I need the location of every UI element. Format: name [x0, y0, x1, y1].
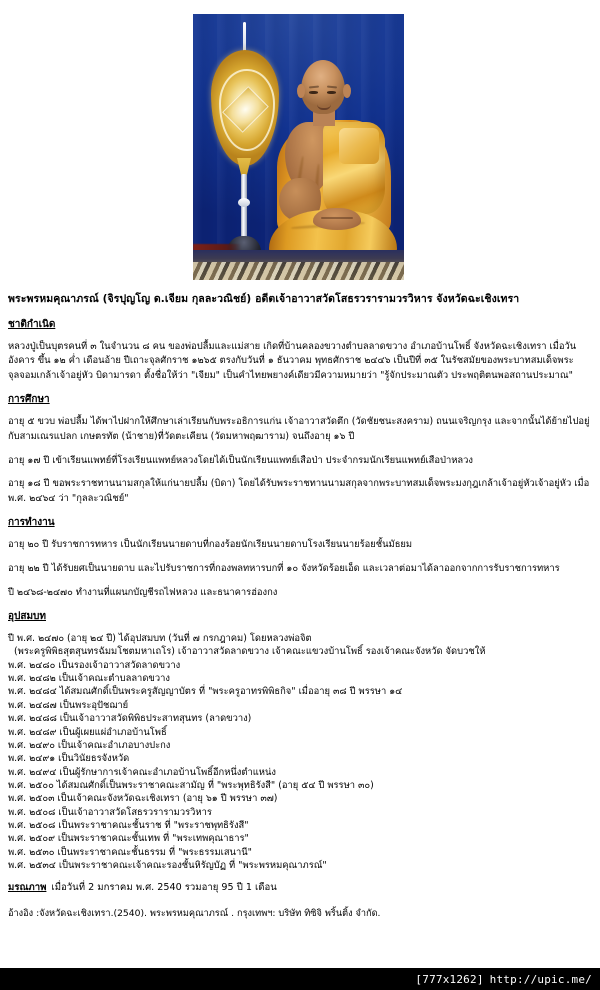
monk-eye-right	[327, 91, 336, 94]
watermark-bar	[0, 968, 600, 990]
fan-handle	[241, 174, 247, 242]
article-body	[8, 292, 594, 920]
page-title: พระพรหมคุณาภรณ์ (จิรปุญโญ ด.เจียม กุลละวณิชย์) อดีตเจ้าอาวาสวัดโสธรวรารามวรวิหาร จังหวัดฉะเชิงเทรา	[8, 293, 520, 305]
list-item: พ.ศ. ๒๔๙๔ เป็นผู้รักษาการเจ้าคณะอำเภอบ้านโพธิ์อีกหนึ่งตำแหน่ง	[8, 766, 276, 778]
list-item: พ.ศ. ๒๕๐๘ เป็นพระราชาคณะชั้นราช ที่ "พระราชพุทธิรังสี"	[8, 819, 249, 831]
monk-figure	[267, 60, 397, 272]
list-item: พ.ศ. ๒๕๐๙ เป็นพระราชาคณะชั้นเทพ ที่ "พระเทพคุณาธาร"	[8, 833, 249, 845]
list-item: พ.ศ. ๒๔๘๒ เป็นเจ้าคณะตำบลลาดขวาง	[8, 673, 170, 685]
section-heading-birth: ชาติกำเนิด	[8, 318, 56, 330]
monk-photo-frame	[187, 10, 410, 288]
ordination-list	[8, 632, 594, 872]
death-label: มรณภาพ	[8, 882, 47, 894]
list-item: พ.ศ. ๒๔๘๗ เป็นพระอุปัชฌาย์	[8, 699, 129, 711]
list-item: พ.ศ. ๒๕๐๘ เป็นเจ้าอาวาสวัดโสธรวรารามวรวิหาร	[8, 806, 212, 818]
list-item: พ.ศ. ๒๔๘๘ เป็นเจ้าอาวาสวัดพิพิธประสาทสุนทร (ลาดขวาง)	[8, 713, 252, 725]
paragraph-work-2: อายุ ๒๒ ปี ได้รับยศเป็นนายดาบ และไปรับราชการที่กองพลทหารบกที่ ๑๐ จังหวัดร้อยเอ็ด และเวลาต่อมาได้ลาออกจากการรับราชการทหาร	[8, 562, 560, 574]
list-item: พ.ศ. ๒๕๐๐ ได้สมณศักดิ์เป็นพระราชาคณะสามัญ ที่ "พระพุทธิรังสี" (อายุ ๕๔ ปี พรรษา ๓๐)	[8, 779, 374, 791]
list-item: พ.ศ. ๒๔๙๑ เป็นวินัยธรจังหวัด	[8, 753, 130, 765]
section-heading-education: การศึกษา	[8, 394, 50, 406]
monk-hands	[313, 208, 361, 230]
death-line	[8, 881, 594, 895]
paragraph-education-1: อายุ ๕ ขวบ พ่อปลื้ม ได้พาไปฝากให้ศึกษาเล่าเรียนกับพระอธิการแก่น เจ้าอาวาสวัดตึก (วัดชัยชนะสงคราม) ถนนเจริญกรุง และจากนั้นได้ย้ายไปอยู่กับสามเณรแปลก เกษตรทัต (น้าชาย)ที่วัดตะเคียน (วัดมหาพฤฒาราม) จนถึงอายุ ๑๖ ปี	[8, 416, 590, 443]
watermark-dimensions: [777x1262]	[415, 972, 484, 986]
fan-knob	[238, 198, 250, 207]
death-text: เมื่อวันที่ 2 มกราคม พ.ศ. 2540 รวมอายุ 95 ปี 1 เดือน	[51, 882, 277, 894]
paragraph-work-3: ปี ๒๔๖๘-๒๔๗๐ ทำงานที่แผนกบัญชีรถไฟหลวง และธนาคารฮ่องกง	[8, 586, 278, 598]
reference-line: อ้างอิง :จังหวัดฉะเชิงเทรา.(2540). พระพรหมคุณาภรณ์ . กรุงเทพฯ: บริษัท ทิซิจิ พริ้นติ้ง จำกัด.	[8, 907, 381, 919]
list-item: พ.ศ. ๒๔๘๙ เป็นผู้เผยแผ่อำเภอบ้านโพธิ์	[8, 726, 167, 738]
section-heading-work: การทำงาน	[8, 517, 55, 529]
paragraph-work-1: อายุ ๒๐ ปี รับราชการทหาร เป็นนักเรียนนายดาบที่กองร้อยนักเรียนนายดาบโรงเรียนนายร้อยชั้นมัธยม	[8, 539, 413, 551]
list-item: พ.ศ. ๒๕๓๐ เป็นพระราชาคณะชั้นธรรม ที่ "พระธรรมเสนานี"	[8, 846, 252, 858]
floor-mat	[193, 250, 404, 280]
watermark-url[interactable]: http://upic.me/	[489, 972, 592, 986]
paragraph-birth: หลวงปู่เป็นบุตรคนที่ ๓ ในจำนวน ๘ คน ของพ่อปลื้มและแม่สาย เกิดที่บ้านคลองขวางตำบลลาดขวาง อำเภอบ้านโพธิ์ จังหวัดฉะเชิงเทรา เมื่อวันอังคาร ขึ้น ๑๒ ค่ำ เดือนอ้าย ปีเถาะจุลศักราช ๑๒๖๕ ตรงกับวันที่ ๑ ธันวาคม พุทธศักราช ๒๔๔๖ เป็นปีที่ ๓๕ ในรัชสมัยของพระบาทสมเด็จพระจุลจอมเกล้าเจ้าอยู่หัว บิดามารดา ตั้งชื่อให้ว่า "เจียม" เป็นคำไทยพยางค์เดียวมีความหมายว่า "รู้จักประมาณตัว ประพฤติตนพอสถานประมาณ"	[8, 340, 577, 381]
monk-ear-right	[343, 84, 351, 98]
section-heading-ordination: อุปสมบท	[8, 611, 46, 623]
paragraph-education-3: อายุ ๑๘ ปี ขอพระราชทานนามสกุลให้แก่นายปลื้ม (บิดา) โดยได้รับพระราชทานนามสกุลจากพระบาทสมเด็จพระมงกุฎเกล้าเจ้าอยู่หัวเจ้าอยู่หัว เมื่อ พ.ศ. ๒๔๖๔ ว่า "กุลละวณิชย์"	[8, 478, 590, 504]
list-item: พ.ศ. ๒๔๘๔ ได้สมณศักดิ์เป็นพระครูสัญญาบัตร ที่ "พระครูอาทรพิพิธกิจ" เมื่ออายุ ๓๘ ปี พรรษา ๑๔	[8, 686, 403, 698]
paragraph-education-2: อายุ ๑๗ ปี เข้าเรียนแพทย์ที่โรงเรียนแพทย์หลวงโดยได้เป็นนักเรียนแพทย์เสือป่า ประจำกรมนักเรียนแพทย์เสือป่าหลวง	[8, 454, 474, 466]
list-item: พ.ศ. ๒๕๐๓ เป็นเจ้าคณะจังหวัดฉะเชิงเทรา (อายุ ๖๑ ปี พรรษา ๓๗)	[8, 793, 278, 805]
list-item: พ.ศ. ๒๔๙๐ เป็นเจ้าคณะอำเภอบางปะกง	[8, 739, 171, 751]
monk-ear-left	[297, 84, 305, 98]
list-item: (พระครูพิพิธสุตสุนทรฉัมมโชตมหาเถโร) เจ้าอาวาสวัดลาดขวาง เจ้าคณะแขวงบ้านโพธิ์ รองเจ้าคณะจังหวัด จัดบวชให้	[14, 646, 486, 658]
list-item: พ.ศ. ๒๕๓๔ เป็นพระราชาคณะเจ้าคณะรองชั้นหิรัญบัฏ ที่ "พระพรหมคุณาภรณ์"	[8, 859, 327, 871]
list-item: ปี พ.ศ. ๒๔๗๐ (อายุ ๒๔ ปี) ได้อุปสมบท (วันที่ ๗ กรกฎาคม) โดยหลวงพ่อจิต	[8, 633, 312, 645]
monk-portrait-photo	[193, 14, 404, 280]
list-item: พ.ศ. ๒๔๘๐ เป็นรองเจ้าอาวาสวัดลาดขวาง	[8, 659, 181, 671]
monk-eye-left	[309, 91, 318, 94]
robe-sash	[323, 122, 385, 214]
